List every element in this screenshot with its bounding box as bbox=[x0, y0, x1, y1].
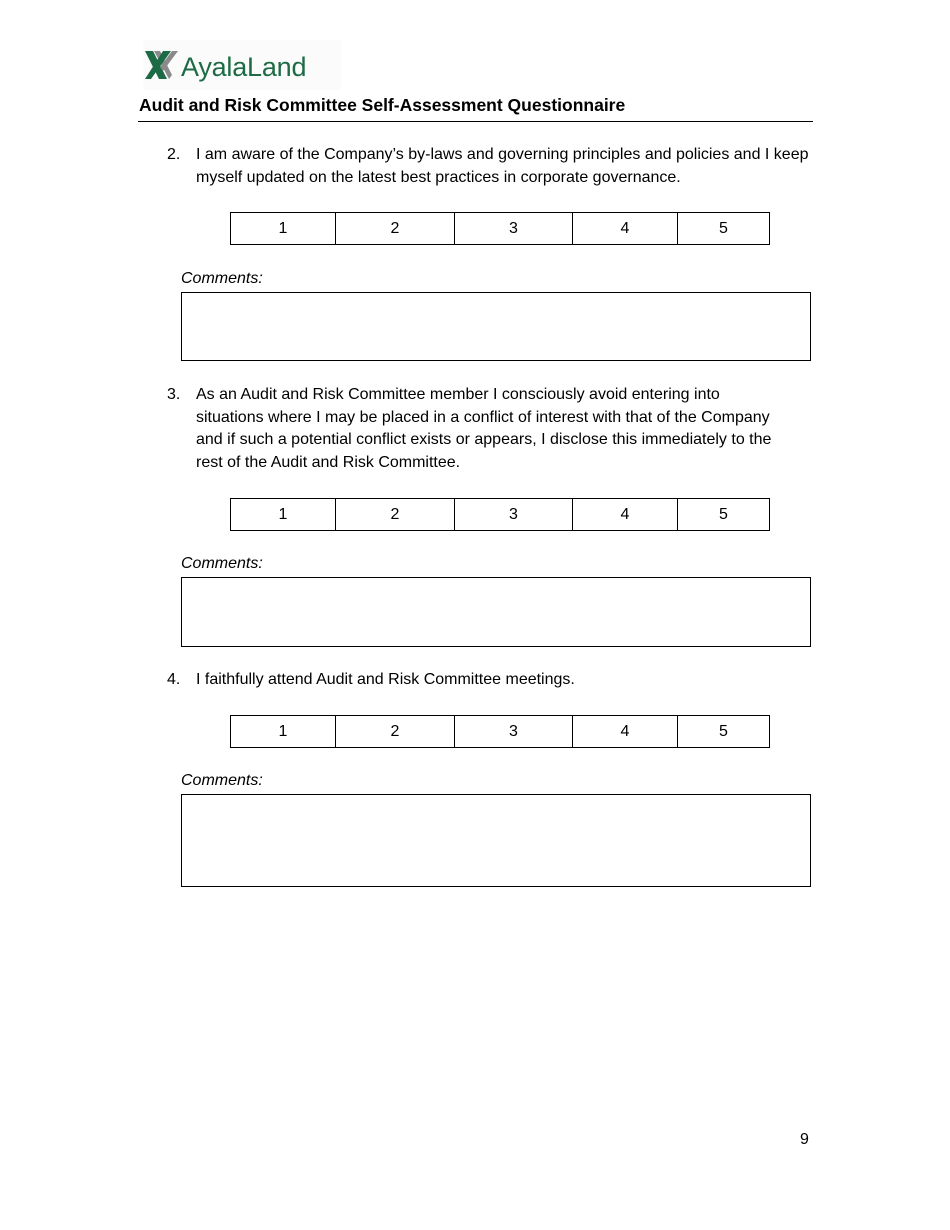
question-text: As an Audit and Risk Committee member I consciously avoid entering into situations where I may be placed in a conflict of interest with that of the Company and if such a potential conflict exists or appears, I disclose this immediately to the rest of the Audit and Risk Committee. bbox=[196, 386, 772, 472]
rating-option-1[interactable]: 1 bbox=[231, 499, 336, 531]
rating-option-2[interactable]: 2 bbox=[336, 716, 455, 748]
rating-option-3[interactable]: 3 bbox=[455, 499, 573, 531]
logo-wordmark: AyalaLand bbox=[181, 51, 307, 82]
rating-option-1[interactable]: 1 bbox=[231, 716, 336, 748]
document-title: Audit and Risk Committee Self-Assessment Questionnaire bbox=[139, 95, 626, 115]
title-divider bbox=[138, 121, 813, 122]
rating-option-5[interactable]: 5 bbox=[678, 716, 770, 748]
rating-scale-q3 bbox=[230, 498, 770, 531]
rating-option-3[interactable]: 3 bbox=[455, 716, 573, 748]
question-text: I faithfully attend Audit and Risk Committee meetings. bbox=[196, 671, 575, 688]
rating-option-4[interactable]: 4 bbox=[573, 499, 678, 531]
page-number: 9 bbox=[800, 1131, 809, 1148]
rating-option-4[interactable]: 4 bbox=[573, 213, 678, 245]
question-2 bbox=[167, 144, 812, 189]
comments-label: Comments: bbox=[181, 555, 263, 572]
question-number: 4. bbox=[167, 671, 181, 688]
question-4 bbox=[167, 669, 812, 692]
rating-option-5[interactable]: 5 bbox=[678, 499, 770, 531]
rating-scale-q4 bbox=[230, 715, 770, 748]
rating-option-4[interactable]: 4 bbox=[573, 716, 678, 748]
question-number: 3. bbox=[167, 386, 181, 403]
ayalaland-mark-icon bbox=[143, 45, 179, 85]
rating-option-2[interactable]: 2 bbox=[336, 499, 455, 531]
rating-option-3[interactable]: 3 bbox=[455, 213, 573, 245]
question-3 bbox=[167, 384, 812, 475]
comments-field-q2[interactable] bbox=[181, 292, 811, 361]
company-logo bbox=[143, 40, 341, 90]
comments-field-q3[interactable] bbox=[181, 577, 811, 647]
comments-label: Comments: bbox=[181, 270, 263, 287]
rating-option-2[interactable]: 2 bbox=[336, 213, 455, 245]
rating-option-1[interactable]: 1 bbox=[231, 213, 336, 245]
comments-label: Comments: bbox=[181, 772, 263, 789]
rating-option-5[interactable]: 5 bbox=[678, 213, 770, 245]
question-number: 2. bbox=[167, 146, 181, 163]
comments-field-q4[interactable] bbox=[181, 794, 811, 887]
rating-scale-q2 bbox=[230, 212, 770, 245]
question-text: I am aware of the Company’s by-laws and governing principles and policies and I keep myself updated on the latest best practices in corporate governance. bbox=[196, 146, 809, 186]
